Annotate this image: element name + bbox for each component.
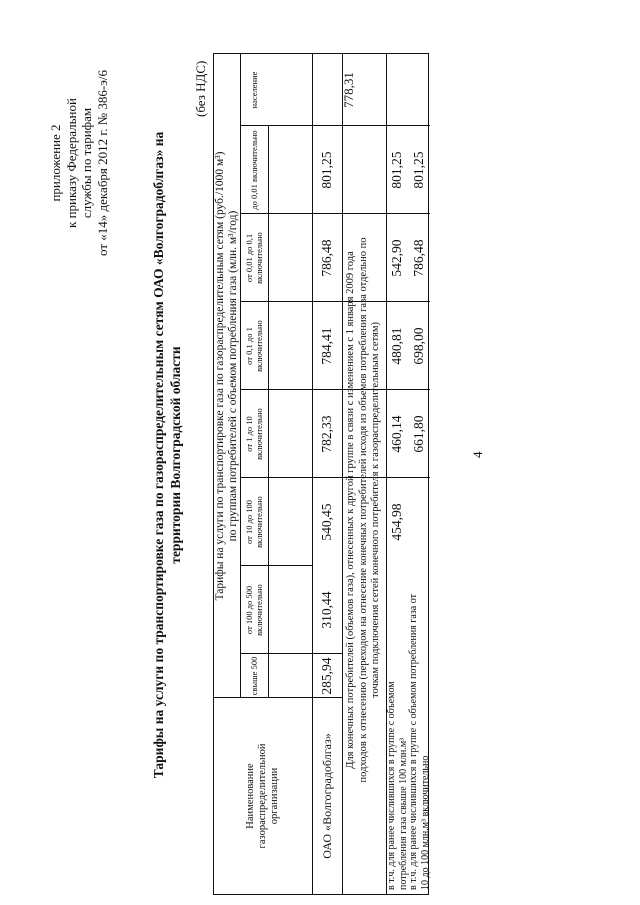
row-label-line: в т.ч. для ранее числившихся в группе с объемом (386, 681, 397, 890)
reclassification-note (342, 126, 386, 894)
tariff-value: 460,14 (389, 415, 404, 453)
tariff-value: 801,25 (389, 151, 404, 189)
tariff-header-title: Тарифы на услуги по транспортировке газа по газораспределительным сетям (руб./1000 м³) (214, 151, 226, 601)
tariff-value: 542,90 (389, 239, 404, 277)
tariff-value: 784,41 (319, 327, 334, 365)
org-column-header: Наименование газораспределительной организации (245, 743, 280, 849)
header-line: службы по тарифам (79, 107, 94, 219)
tariff-value: 801,25 (411, 151, 426, 189)
vat-note: (без НДС) (193, 60, 208, 117)
note-line: подходов к отнесению (переходом на отнесение конечных потребителей исходя из объемов потребления газа отдельно по (357, 237, 369, 783)
tariff-value: 698,00 (411, 327, 426, 365)
tariff-value: 801,25 (319, 151, 334, 189)
note-line: точкам подключения сетей конечного потребителя к газораспределительным сетям) (370, 322, 382, 698)
tariff-value: 782,33 (319, 415, 334, 453)
grid-line (268, 126, 269, 698)
group-header: от 0,1 до 1 включительно (244, 320, 264, 372)
header-line: приложение 2 (48, 124, 63, 202)
row-label-line: в т.ч. для ранее числившихся в группе с объемом потребления газа от (408, 594, 419, 890)
group-header: население (249, 71, 259, 109)
title-line: территории Волгоградской области (168, 346, 183, 564)
row-label (408, 478, 430, 894)
tariff-value: 540,45 (319, 503, 334, 541)
org-name: ОАО «Волгоградоблгаз» (319, 733, 334, 859)
tariff-header-subtitle: по группам потребителей с объемом потребления газа (млн. м³/год) (227, 210, 239, 542)
group-header: от 100 до 500 включительно (244, 584, 264, 636)
row-label (386, 566, 408, 894)
tariff-value: 285,94 (319, 657, 334, 695)
group-header: от 1 до 10 включительно (244, 408, 264, 460)
tariff-value: 786,48 (319, 239, 334, 277)
tariff-value: 310,44 (319, 591, 334, 629)
group-header: до 0,01 включительно (249, 130, 259, 210)
tariff-value: 661,80 (411, 415, 426, 453)
tariff-value: 786,48 (411, 239, 426, 277)
group-header: свыше 500 (249, 656, 259, 696)
population-tariff: 778,31 (341, 72, 356, 108)
row-label-line: потребления газа свыше 100 млн.м³ (397, 737, 409, 890)
tariff-value: 454,98 (389, 503, 404, 541)
tariff-table (213, 53, 429, 895)
note-line: Для конечных потребителей (объемов газа), отнесенных к другой группе в связи с изменением с 1 января 2009 года (345, 251, 357, 769)
group-header: от 10 до 100 включительно (244, 496, 264, 548)
group-header: от 0,01 до 0,1 включительно (244, 232, 264, 284)
tariff-header (214, 54, 240, 698)
tariff-value: 480,81 (389, 327, 404, 365)
header-line: к приказу Федеральной (63, 98, 79, 228)
page-number: 4 (470, 451, 485, 458)
title-line: Тарифы на услуги по транспортировке газа по газораспределительным сетям ОАО «Волгоградоблгаз» на (151, 131, 166, 779)
order-reference (48, 63, 110, 263)
row-label-line: 10 до 100 млн.м³ включительно (419, 755, 431, 890)
header-line: от «14» декабря 2012 г. № 386-э/6 (94, 70, 110, 256)
document-title (150, 25, 184, 885)
